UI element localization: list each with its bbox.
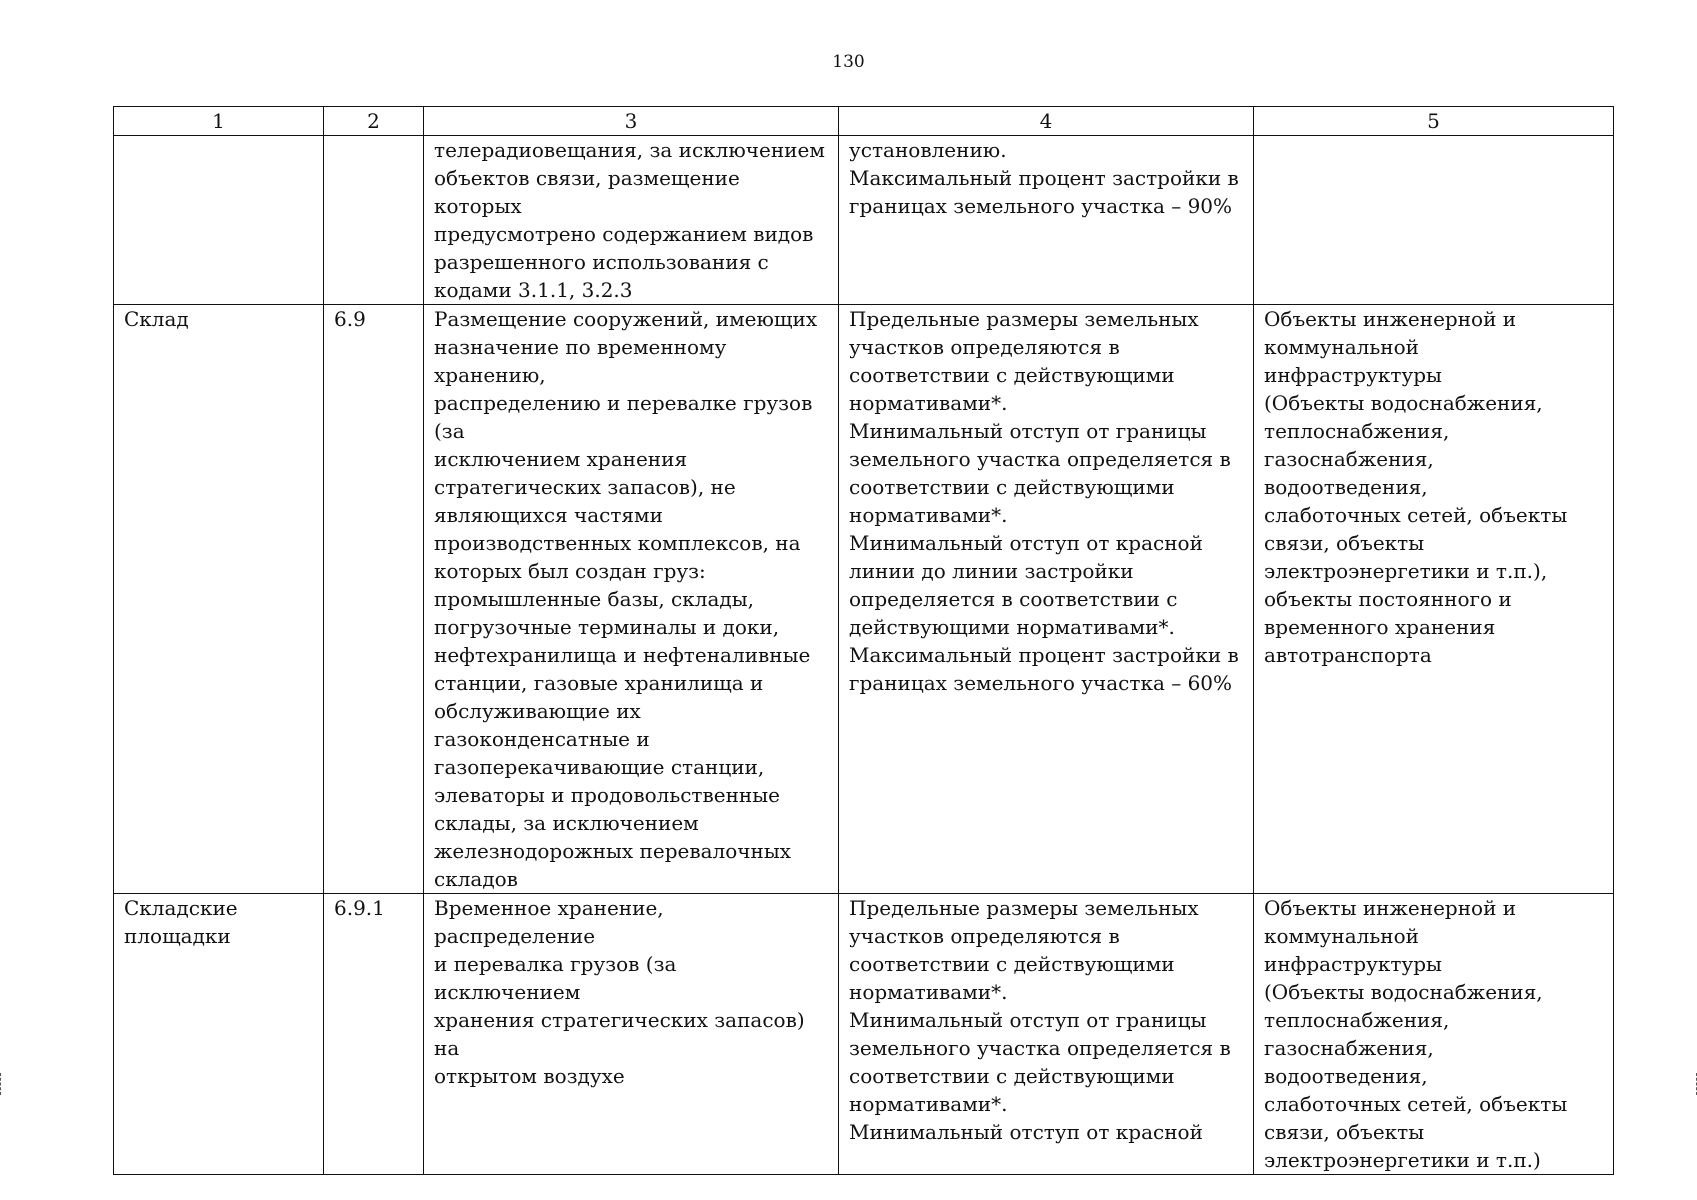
use-description-cell: Размещение сооружений, имеющих назначение по временному хранению, распределению и перевалке грузов (за исключением хранения стратегических запасов), не являющихся частями производственных комплексов, на которых был создан груз: промышленные базы, склады, погрузочные терминалы и доки, нефтехранилища и нефтеналивные станции, газовые хранилища и обслуживающие их газоконденсатные и газоперекачивающие станции, элеваторы и продовольственные склады, за исключением железнодорожных перевалочных складов <box>424 305 839 894</box>
column-header-3: 3 <box>424 107 839 136</box>
use-description-cell: телерадиовещания, за исключением объектов связи, размещение которых предусмотрено содержанием видов разрешенного использования с кодами 3.1.1, 3.2.3 <box>424 136 839 305</box>
page-number: 130 <box>832 52 865 72</box>
use-name-cell: Складские площадки <box>114 894 324 1175</box>
table-row <box>114 305 1614 894</box>
table-row <box>114 894 1614 1175</box>
column-header-5: 5 <box>1254 107 1614 136</box>
auxiliary-objects-cell <box>1254 136 1614 305</box>
parameters-cell: установлению. Максимальный процент застройки в границах земельного участка – 90% <box>839 136 1254 305</box>
scan-margin-mark <box>1692 1073 1697 1095</box>
scan-margin-mark <box>0 1073 5 1095</box>
land-use-table <box>113 106 1614 1175</box>
table-header-row <box>114 107 1614 136</box>
use-code-cell <box>324 136 424 305</box>
use-name-cell: Склад <box>114 305 324 894</box>
column-header-4: 4 <box>839 107 1254 136</box>
parameters-cell: Предельные размеры земельных участков определяются в соответствии с действующими нормативами*. Минимальный отступ от границы земельного участка определяется в соответствии с действующими нормативами*. Минимальный отступ от красной линии до линии застройки определяется в соответствии с действующими нормативами*. Максимальный процент застройки в границах земельного участка – 60% <box>839 305 1254 894</box>
column-header-1: 1 <box>114 107 324 136</box>
table-row <box>114 136 1614 305</box>
parameters-cell: Предельные размеры земельных участков определяются в соответствии с действующими нормативами*. Минимальный отступ от границы земельного участка определяется в соответствии с действующими нормативами*. Минимальный отступ от красной <box>839 894 1254 1175</box>
use-name-cell <box>114 136 324 305</box>
column-header-2: 2 <box>324 107 424 136</box>
auxiliary-objects-cell: Объекты инженерной и коммунальной инфраструктуры (Объекты водоснабжения, теплоснабжения, газоснабжения, водоотведения, слаботочных сетей, объекты связи, объекты электроэнергетики и т.п.), объекты постоянного и временного хранения автотранспорта <box>1254 305 1614 894</box>
use-description-cell: Временное хранение, распределение и перевалка грузов (за исключением хранения стратегических запасов) на открытом воздухе <box>424 894 839 1175</box>
use-code-cell: 6.9.1 <box>324 894 424 1175</box>
use-code-cell: 6.9 <box>324 305 424 894</box>
auxiliary-objects-cell: Объекты инженерной и коммунальной инфраструктуры (Объекты водоснабжения, теплоснабжения, газоснабжения, водоотведения, слаботочных сетей, объекты связи, объекты электроэнергетики и т.п.) <box>1254 894 1614 1175</box>
